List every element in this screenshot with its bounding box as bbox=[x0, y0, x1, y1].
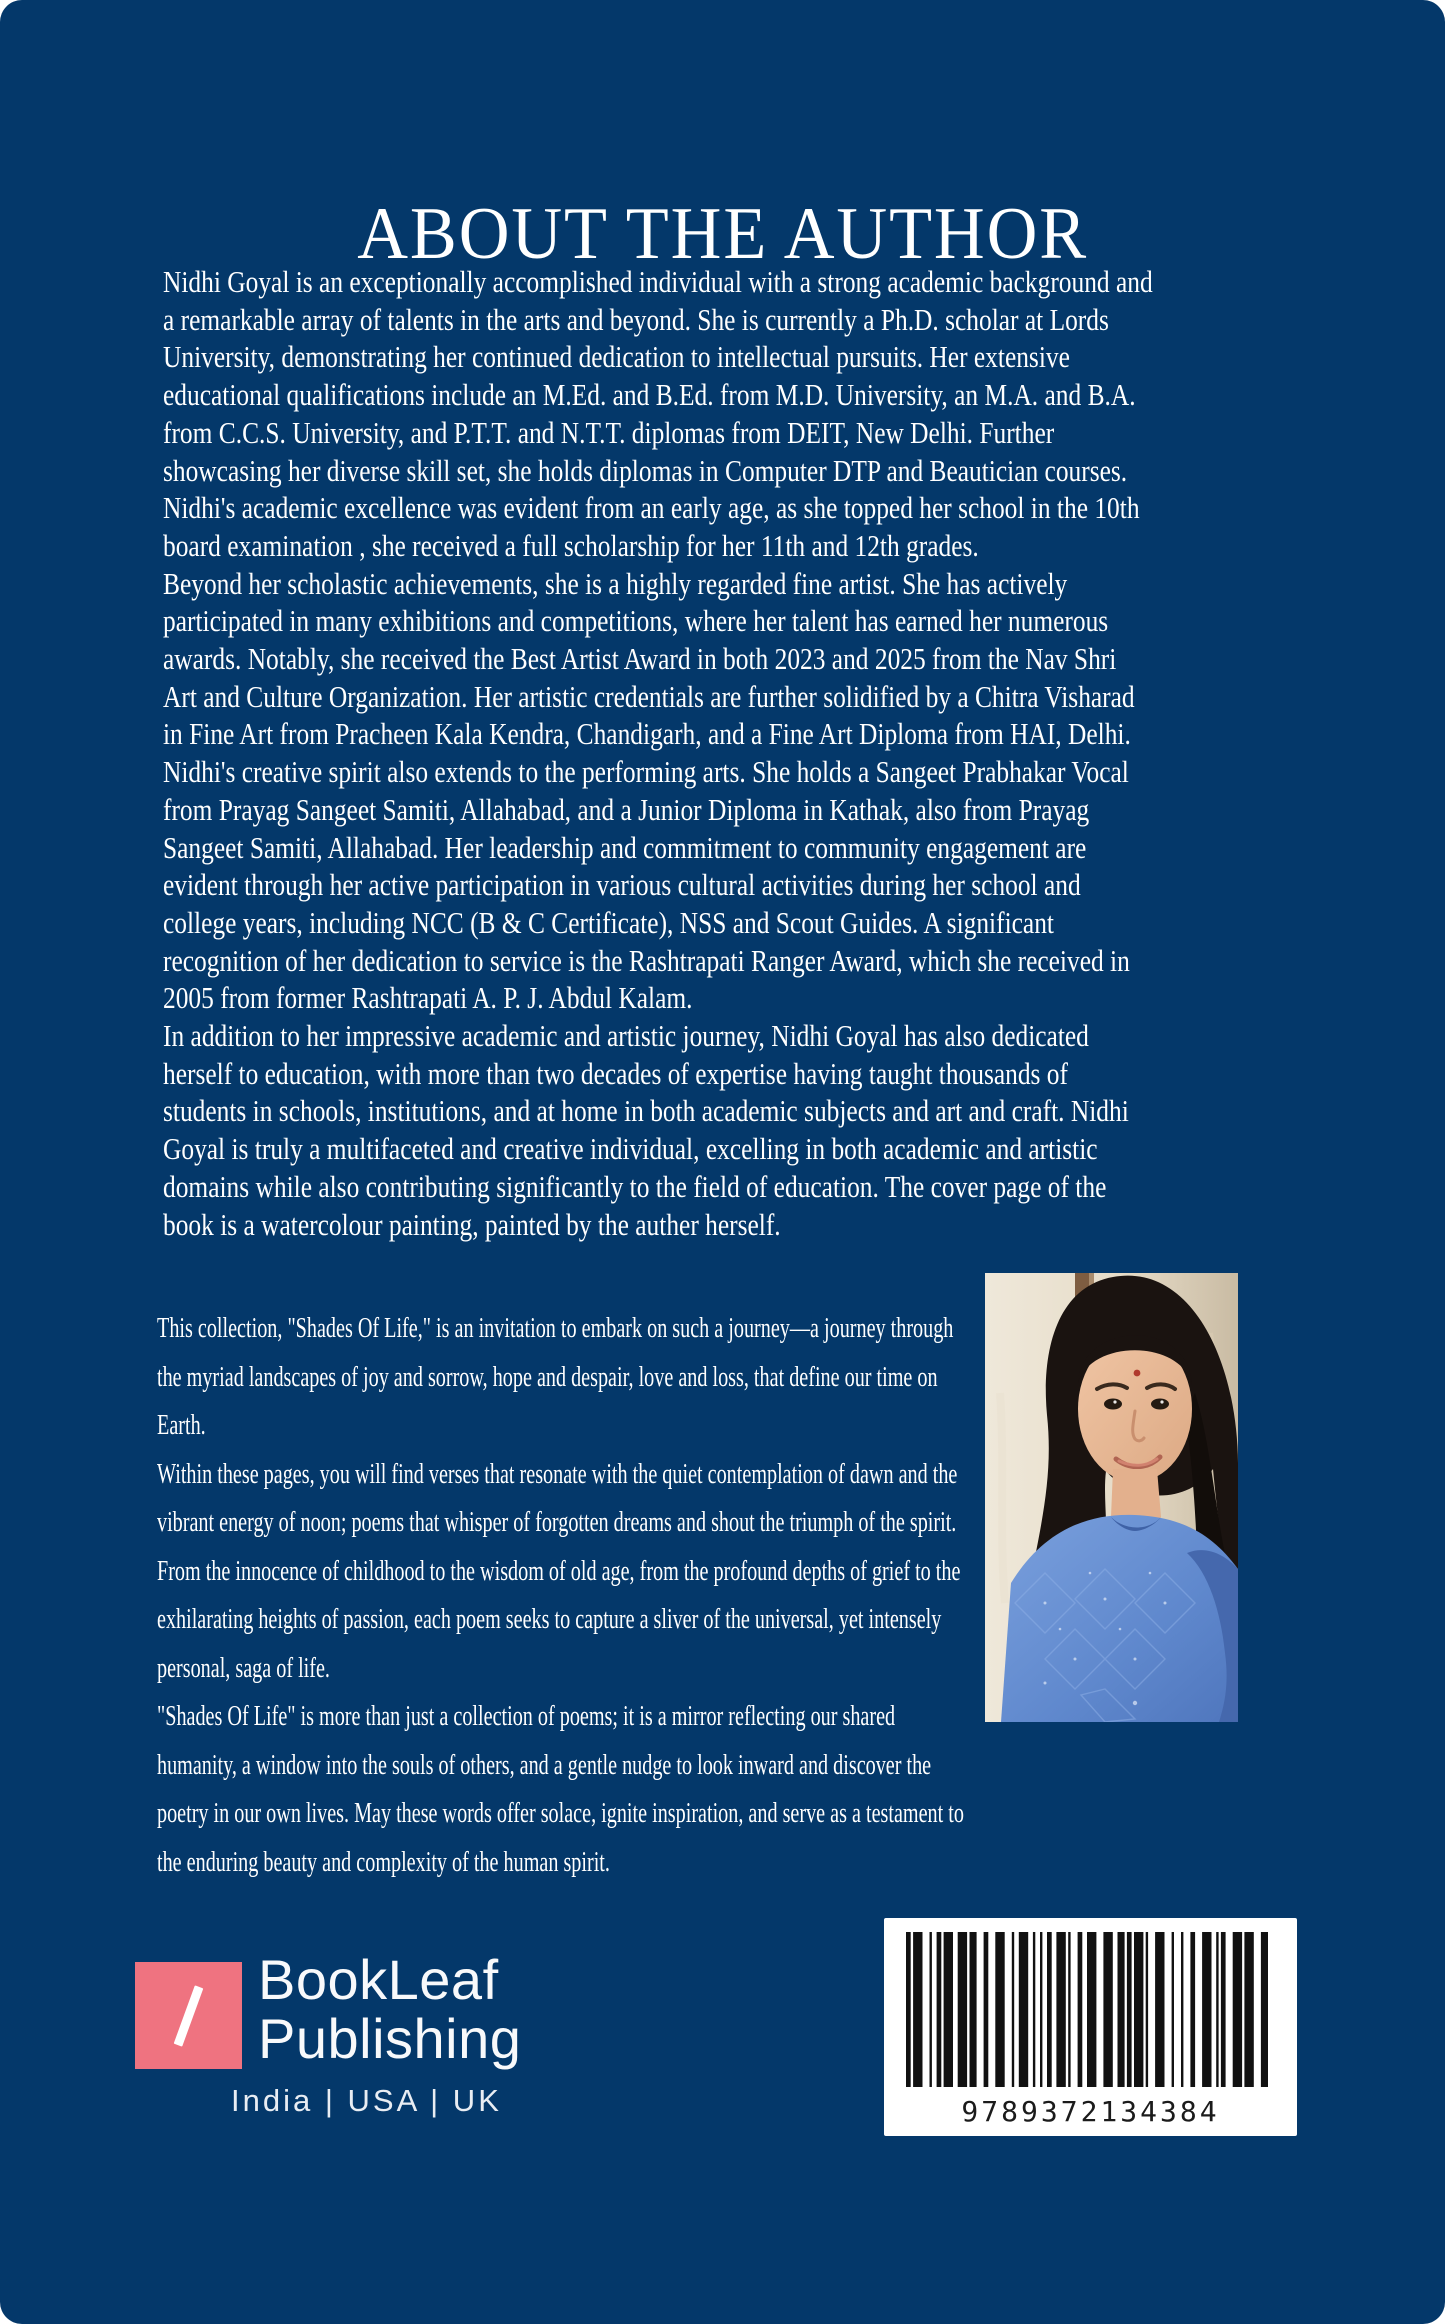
text-line: Nidhi's academic excellence was evident from an early age, as she topped her school in the 10th bbox=[163, 490, 1140, 526]
author-bio-text bbox=[163, 263, 1303, 1243]
text-line: evident through her active participation in various cultural activities during her school and bbox=[163, 867, 1081, 903]
publisher-name-line1: BookLeaf bbox=[258, 1948, 499, 2011]
text-line: awards. Notably, she received the Best Artist Award in both 2023 and 2025 from the Nav Shri bbox=[163, 641, 1117, 677]
publisher-regions: India | USA | UK bbox=[231, 2083, 502, 2118]
slash-logo-icon bbox=[174, 1985, 204, 2046]
text-line: vibrant energy of noon; poems that whisper of forgotten dreams and shout the triumph of the spirit. bbox=[157, 1507, 957, 1538]
text-line: Nidhi Goyal is an exceptionally accomplished individual with a strong academic background and bbox=[163, 264, 1153, 299]
text-line: Sangeet Samiti, Allahabad. Her leadership and commitment to community engagement are bbox=[163, 829, 1087, 865]
text-line: Nidhi's creative spirit also extends to the performing arts. She holds a Sangeet Prabhakar Vocal bbox=[163, 754, 1129, 790]
text-line: poetry in our own lives. May these words offer solace, ignite inspiration, and serve as a testament to bbox=[157, 1798, 964, 1829]
text-line: the enduring beauty and complexity of the human spirit. bbox=[157, 1846, 610, 1878]
text-line: showcasing her diverse skill set, she holds diplomas in Computer DTP and Beautician courses. bbox=[163, 452, 1128, 488]
author-photo bbox=[985, 1273, 1238, 1722]
publisher-name bbox=[258, 1950, 521, 2068]
text-line: 2005 from former Rashtrapati A. P. J. Abdul Kalam. bbox=[163, 980, 693, 1016]
text-line: Goyal is truly a multifaceted and creative individual, excelling in both academic and artistic bbox=[163, 1131, 1098, 1167]
bookleaf-logo bbox=[135, 1962, 242, 2069]
text-line: Earth. bbox=[157, 1410, 206, 1441]
book-blurb-text bbox=[157, 1305, 990, 1887]
text-line: participated in many exhibitions and competitions, where her talent has earned her numerous bbox=[163, 603, 1109, 639]
text-line: board examination , she received a full scholarship for her 11th and 12th grades. bbox=[163, 527, 979, 563]
text-line: Within these pages, you will find verses that resonate with the quiet contemplation of dawn and the bbox=[157, 1458, 958, 1490]
text-line: a remarkable array of talents in the arts and beyond. She is currently a Ph.D. scholar at Lords bbox=[163, 301, 1109, 337]
text-line: In addition to her impressive academic and artistic journey, Nidhi Goyal has also dedicated bbox=[163, 1018, 1089, 1054]
text-line: exhilarating heights of passion, each poem seeks to capture a sliver of the universal, yet intensely bbox=[157, 1604, 942, 1635]
isbn-barcode bbox=[884, 1918, 1297, 2136]
text-line: "Shades Of Life" is more than just a collection of poems; it is a mirror reflecting our shared bbox=[157, 1701, 896, 1732]
text-line: Beyond her scholastic achievements, she is a highly regarded fine artist. She has actively bbox=[163, 565, 1068, 601]
text-line: Art and Culture Organization. Her artistic credentials are further solidified by a Chitra Visharad bbox=[163, 678, 1135, 714]
text-line: recognition of her dedication to service is the Rashtrapati Ranger Award, which she received in bbox=[163, 942, 1130, 978]
text-line: domains while also contributing significantly to the field of education. The cover page of the bbox=[163, 1168, 1107, 1204]
page-title: ABOUT THE AUTHOR bbox=[357, 192, 1088, 275]
text-line: book is a watercolour painting, painted by the auther herself. bbox=[163, 1206, 781, 1242]
text-line: the myriad landscapes of joy and sorrow, hope and despair, love and loss, that define our time on bbox=[157, 1361, 938, 1393]
text-line: from C.C.S. University, and P.T.T. and N.T.T. diplomas from DEIT, New Delhi. Further bbox=[163, 414, 1055, 450]
text-line: herself to education, with more than two decades of expertise having taught thousands of bbox=[163, 1055, 1068, 1091]
text-line: from Prayag Sangeet Samiti, Allahabad, and a Junior Diploma in Kathak, also from Prayag bbox=[163, 791, 1090, 827]
text-line: educational qualifications include an M.Ed. and B.Ed. from M.D. University, an M.A. and B.A. bbox=[163, 377, 1136, 413]
text-line: personal, saga of life. bbox=[157, 1652, 330, 1684]
text-line: students in schools, institutions, and at home in both academic subjects and art and craft. Nidhi bbox=[163, 1093, 1129, 1129]
publisher-name-line2: Publishing bbox=[258, 2007, 522, 2070]
text-line: in Fine Art from Pracheen Kala Kendra, Chandigarh, and a Fine Art Diploma from HAI, Delhi. bbox=[163, 716, 1131, 752]
barcode-bars bbox=[906, 1932, 1275, 2087]
text-line: University, demonstrating her continued dedication to intellectual pursuits. Her extensive bbox=[163, 339, 1070, 375]
text-line: This collection, "Shades Of Life," is an invitation to embark on such a journey—a journey through bbox=[157, 1313, 954, 1344]
isbn-number: 9789372134384 bbox=[961, 2095, 1220, 2128]
text-line: humanity, a window into the souls of others, and a gentle nudge to look inward and discover the bbox=[157, 1749, 932, 1781]
text-line: From the innocence of childhood to the wisdom of old age, from the profound depths of grief to the bbox=[157, 1555, 961, 1587]
text-line: college years, including NCC (B & C Certificate), NSS and Scout Guides. A significant bbox=[163, 904, 1054, 940]
